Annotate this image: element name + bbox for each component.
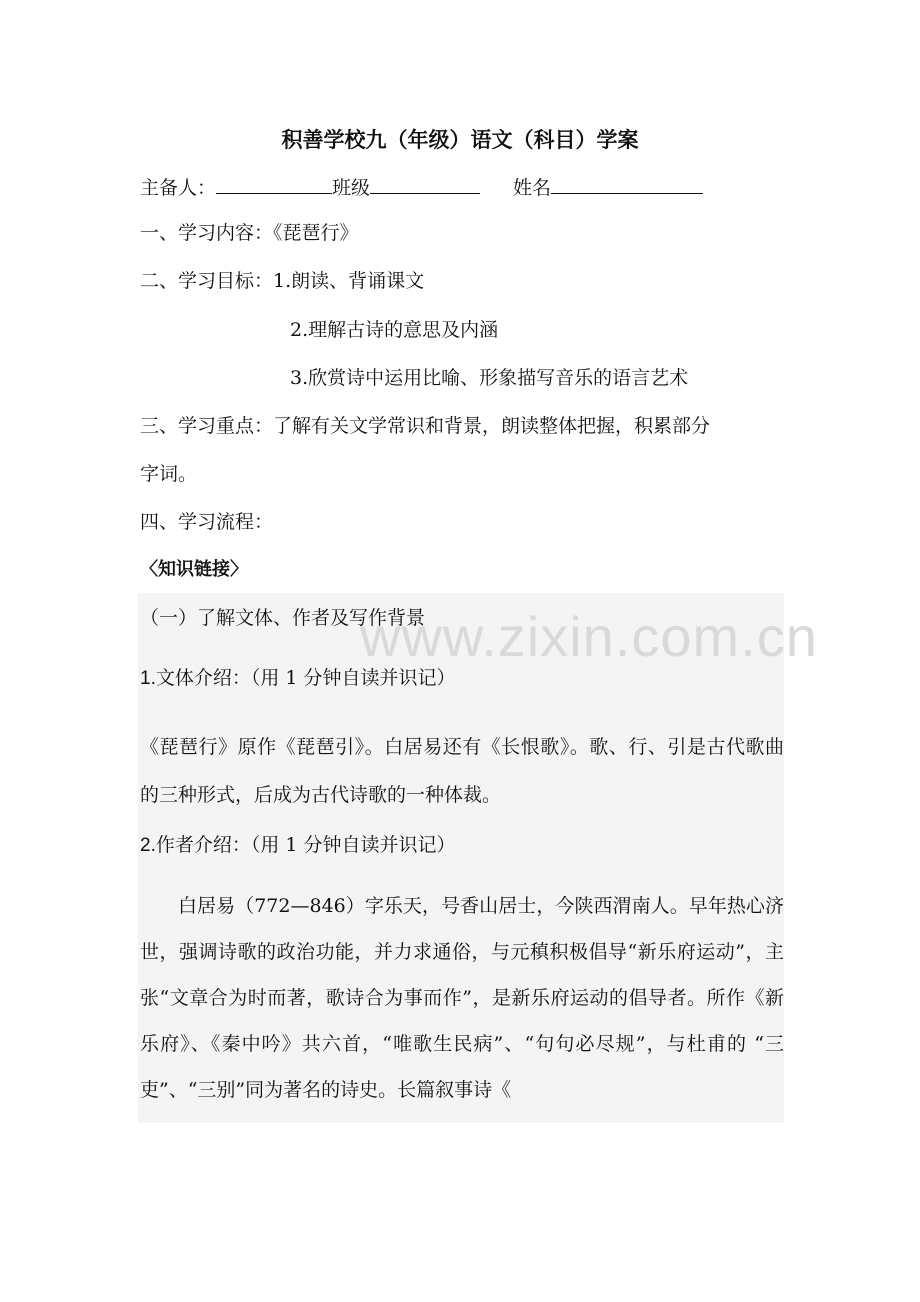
study-focus-line-1: 三、学习重点：了解有关文学常识和背景，朗读整体把握，积累部分 [140, 415, 711, 437]
preparer-label: 主备人： [140, 177, 217, 199]
part-1-heading: （一）了解文体、作者及写作背景 [140, 607, 426, 629]
goals-label: 二、学习目标： [140, 270, 274, 292]
name-blank [551, 173, 703, 194]
study-process: 四、学习流程： [140, 511, 274, 533]
item-1-body: 《琵琶行》原作《琵琶引》。白居易还有《长恨歌》。歌、行、引是古代歌曲的三种形式，后成为古代诗歌的一种体裁。 [140, 736, 784, 806]
item-2-heading [140, 833, 456, 858]
study-goals-row [140, 269, 424, 293]
knowledge-link-heading: 〈知识链接〉 [140, 559, 248, 580]
item-1-number: 1. [140, 668, 156, 689]
study-content: 一、学习内容：《琵琶行》 [140, 222, 359, 244]
goal-item-2: 2.理解古诗的意思及内涵 [290, 319, 499, 341]
item-2-heading-text: 作者介绍：（用 1 分钟自读并识记） [155, 834, 456, 856]
document-title: 积善学校九（年级）语文（科目）学案 [281, 127, 639, 152]
item-1-heading [140, 666, 456, 691]
study-focus-line-2: 字词。 [140, 463, 198, 485]
item-2-body: 白居易（772—846）字乐天，号香山居士，今陕西渭南人。早年热心济世，强调诗歌的政治功能，并力求通俗，与元稹积极倡导“新乐府运动”，主张“文章合为时而著，歌诗合为事而作”，是新乐府运动的倡导者。所作《新乐府》、《秦中吟》共六首，“唯歌生民病”、“句句必尽规”，与杜甫的 “三吏”、“三别”同为著名的诗史。长篇叙事诗《 [140, 895, 784, 1101]
watermark: www.zixin.com.cn [360, 605, 818, 668]
name-label: 姓名 [513, 177, 552, 199]
goal-item-1: 1.朗读、背诵课文 [273, 270, 425, 292]
goal-item-3: 3.欣赏诗中运用比喻、形象描写音乐的语言艺术 [290, 367, 689, 389]
header-fields-row [140, 173, 703, 200]
item-1-heading-text: 文体介绍：（用 1 分钟自读并识记） [155, 667, 456, 689]
item-2-number: 2. [140, 835, 156, 856]
preparer-blank [216, 173, 332, 194]
class-label: 班级 [332, 177, 371, 199]
class-blank [370, 173, 480, 194]
